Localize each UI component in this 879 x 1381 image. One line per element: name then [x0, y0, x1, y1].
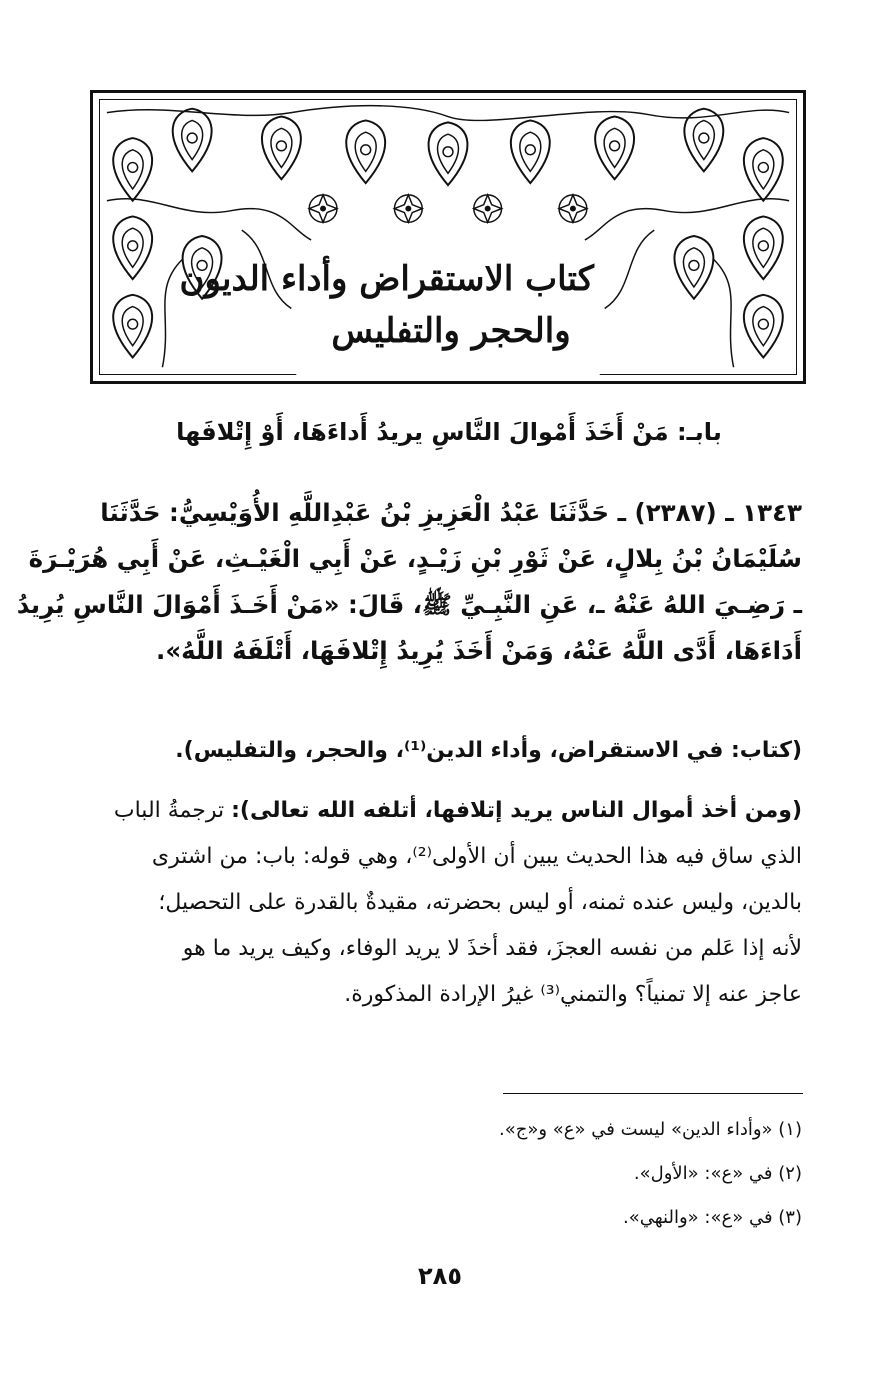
hadith-text — [16, 490, 802, 674]
footnotes — [96, 1108, 802, 1240]
hadith-line: أَدَاءَهَا، أَدَّى اللَّهُ عَنْهُ، وَمَنْ أَخَذَ يُرِيدُ إِتْلافَهَا، أَتْلَفَهُ اللَّهُ». — [156, 636, 802, 665]
book-title-block — [179, 253, 594, 377]
commentary-text — [96, 788, 802, 1018]
footnote-separator — [503, 1093, 803, 1094]
hadith-line: ـ رَضِـيَ اللهُ عَنْهُ ـ، عَنِ النَّبِـيِّ ﷺ، قَالَ: «مَنْ أَخَـذَ أَمْوَالَ النَّاسِ يُرِيدُ — [16, 590, 802, 619]
book-title-line2: والحجر والتفليس — [331, 311, 571, 351]
footnote: (٣) في «ع»: «والنهي». — [623, 1207, 802, 1228]
commentary-line: عاجز عنه إلا تمنياً؟ والتمني⁽³⁾ غيرُ الإرادة المذكورة. — [344, 982, 802, 1007]
commentary-line: لأنه إذا عَلم من نفسه العجزَ، فقد أخذَ لا يريد الوفاء، وكيف يريد ما هو — [182, 936, 802, 961]
hadith-line: سُلَيْمَانُ بْنُ بِلالٍ، عَنْ ثَوْرِ بْنِ زَيْـدٍ، عَنْ أَبِي الْغَيْـثِ، عَنْ أَبِي هُرَيْـرَةَ — [28, 544, 802, 573]
footnote: (٢) في «ع»: «الأول». — [633, 1163, 802, 1184]
commentary-line — [96, 788, 802, 834]
book-title-line1: كتاب الاستقراض وأداء الديون — [179, 259, 594, 299]
hadith-line: ١٣٤٣ ـ (٢٣٨٧) ـ حَدَّثَنَا عَبْدُ الْعَزِيزِ بْنُ عَبْدِاللَّهِ الأُوَيْسِيُّ: حَدَّثَنَا — [100, 498, 802, 527]
commentary-phrase: ترجمةُ الباب — [113, 798, 232, 823]
page-number: ٢٨٥ — [418, 1262, 462, 1290]
commentary-line: الذي ساق فيه هذا الحديث يبين أن الأولى⁽²⁾، وهي قوله: باب: من اشترى — [151, 844, 802, 869]
commentary-line: بالدين، وليس عنده ثمنه، أو ليس بحضرته، مقيدةٌ بالقدرة على التحصيل؛ — [158, 890, 802, 915]
commentary-bold-phrase: (ومن أخذ أموال الناس يريد إتلافها، أتلفه الله تعالى): — [231, 798, 802, 823]
commentary-heading: (كتاب: في الاستقراض، وأداء الدين⁽¹⁾، والحجر، والتفليس). — [175, 738, 802, 763]
footnote: (١) «وأداء الدين» ليست في «ع» و«ج». — [499, 1119, 802, 1140]
chapter-heading: بابـ: مَنْ أَخَذَ أَمْوالَ النَّاسِ يريدُ أَداءَهَا، أَوْ إِتْلافَها — [176, 418, 722, 446]
ornamental-header-frame — [90, 90, 806, 384]
